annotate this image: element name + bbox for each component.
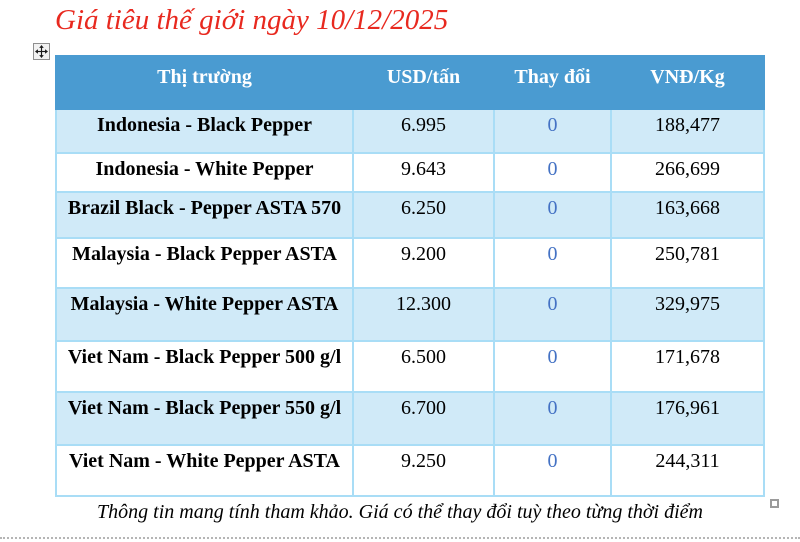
market-cell[interactable]: Malaysia - White Pepper ASTA xyxy=(56,288,353,341)
change-cell[interactable]: 0 xyxy=(494,288,611,341)
usd-cell[interactable]: 6.995 xyxy=(353,109,494,153)
market-cell[interactable]: Viet Nam - Black Pepper 500 g/l xyxy=(56,341,353,392)
page-title[interactable]: Giá tiêu thế giới ngày 10/12/2025 xyxy=(55,4,449,36)
change-cell[interactable]: 0 xyxy=(494,153,611,192)
table-row xyxy=(56,288,764,341)
change-cell[interactable]: 0 xyxy=(494,238,611,288)
change-cell[interactable]: 0 xyxy=(494,109,611,153)
table-row xyxy=(56,109,764,153)
market-cell[interactable]: Indonesia - Black Pepper xyxy=(56,109,353,153)
table-row xyxy=(56,192,764,238)
vnd-cell[interactable]: 176,961 xyxy=(611,392,764,445)
table-row xyxy=(56,392,764,445)
market-cell[interactable]: Viet Nam - White Pepper ASTA xyxy=(56,445,353,496)
page-boundary-line xyxy=(0,537,800,539)
vnd-cell[interactable]: 329,975 xyxy=(611,288,764,341)
table-row xyxy=(56,238,764,288)
vnd-cell[interactable]: 188,477 xyxy=(611,109,764,153)
usd-cell[interactable]: 9.643 xyxy=(353,153,494,192)
change-cell[interactable]: 0 xyxy=(494,392,611,445)
header-row xyxy=(56,56,764,109)
change-cell[interactable]: 0 xyxy=(494,192,611,238)
col-header-change[interactable]: Thay đổi xyxy=(494,56,611,109)
table-move-handle[interactable] xyxy=(33,43,50,60)
change-cell[interactable]: 0 xyxy=(494,341,611,392)
col-header-vnd[interactable]: VNĐ/Kg xyxy=(611,56,764,109)
vnd-cell[interactable]: 171,678 xyxy=(611,341,764,392)
move-cross-icon xyxy=(35,45,48,58)
vnd-cell[interactable]: 244,311 xyxy=(611,445,764,496)
change-cell[interactable]: 0 xyxy=(494,445,611,496)
vnd-cell[interactable]: 266,699 xyxy=(611,153,764,192)
table-resize-handle[interactable] xyxy=(770,499,779,508)
market-cell[interactable]: Indonesia - White Pepper xyxy=(56,153,353,192)
pepper-price-table xyxy=(55,55,765,497)
disclaimer-text[interactable]: Thông tin mang tính tham khảo. Giá có thể thay đổi tuỳ theo từng thời điểm xyxy=(97,501,703,523)
table-row xyxy=(56,445,764,496)
usd-cell[interactable]: 6.700 xyxy=(353,392,494,445)
col-header-usd[interactable]: USD/tấn xyxy=(353,56,494,109)
vnd-cell[interactable]: 250,781 xyxy=(611,238,764,288)
market-cell[interactable]: Brazil Black - Pepper ASTA 570 xyxy=(56,192,353,238)
table-row xyxy=(56,341,764,392)
usd-cell[interactable]: 12.300 xyxy=(353,288,494,341)
table-row xyxy=(56,153,764,192)
usd-cell[interactable]: 6.250 xyxy=(353,192,494,238)
market-cell[interactable]: Malaysia - Black Pepper ASTA xyxy=(56,238,353,288)
vnd-cell[interactable]: 163,668 xyxy=(611,192,764,238)
usd-cell[interactable]: 9.200 xyxy=(353,238,494,288)
usd-cell[interactable]: 9.250 xyxy=(353,445,494,496)
market-cell[interactable]: Viet Nam - Black Pepper 550 g/l xyxy=(56,392,353,445)
col-header-market[interactable]: Thị trường xyxy=(56,56,353,109)
usd-cell[interactable]: 6.500 xyxy=(353,341,494,392)
